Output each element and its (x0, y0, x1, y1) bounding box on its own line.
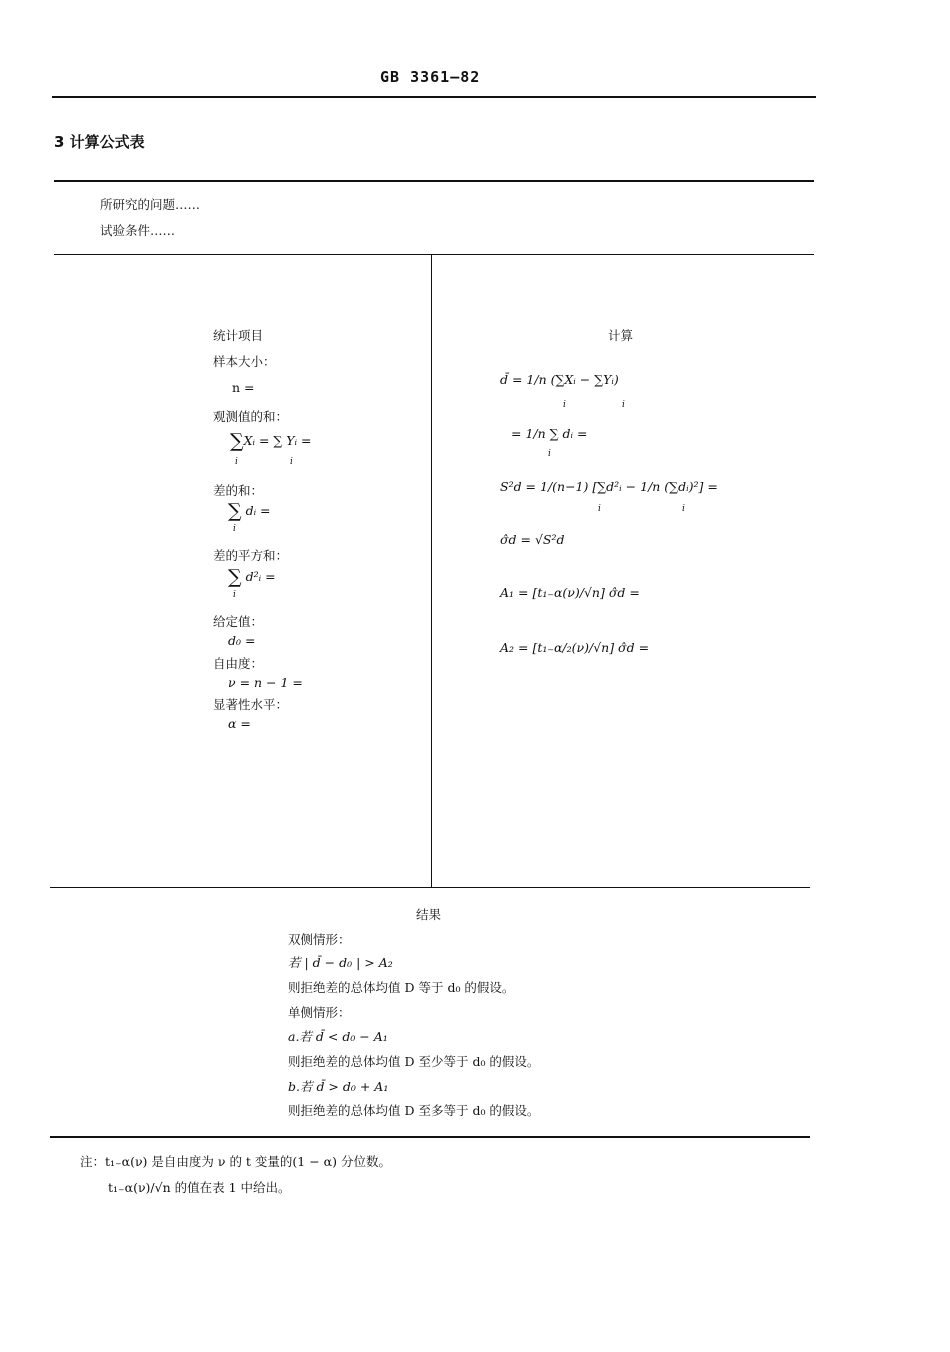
result-heading: 结果 (416, 907, 442, 922)
nu-value: ν = n − 1 = (228, 675, 303, 690)
research-question: 所研究的问题…… (100, 197, 201, 212)
calc-heading: 计算 (608, 328, 634, 343)
variance-formula: S²d = 1/(n−1) [∑d²ᵢ − 1/n (∑dᵢ)²] = (500, 479, 718, 494)
test-conditions: 试验条件…… (100, 223, 176, 238)
diff-sq-sum-label: 差的平方和： (213, 548, 289, 563)
section-title: 3 计算公式表 (54, 133, 145, 151)
index-i: i (235, 457, 238, 467)
table-header-rule (54, 254, 814, 255)
index-i: i (563, 400, 566, 410)
index-i: i (682, 504, 685, 514)
sum-x-y: ∑Xᵢ = ∑ Yᵢ = (230, 430, 312, 452)
note-1: 注：t₁₋α(ν) 是自由度为 ν 的 t 变量的(1 − α) 分位数。 (80, 1154, 391, 1169)
index-i: i (290, 457, 293, 467)
column-divider (431, 254, 432, 888)
significance-label: 显著性水平： (213, 697, 289, 712)
two-sided-condition: 若 | d̄ − d₀ | > A₂ (288, 955, 393, 970)
dbar-formula: d̄ = 1/n (∑Xᵢ − ∑Yᵢ) (500, 372, 619, 387)
alpha-value: α = (228, 716, 251, 731)
case-b-conclusion: 则拒绝差的总体均值 D 至多等于 d₀ 的假设。 (288, 1103, 540, 1118)
index-i: i (233, 524, 236, 534)
index-i: i (598, 504, 601, 514)
a1-formula: A₁ = [t₁₋α(ν)/√n] σ̂d = (500, 585, 640, 600)
case-b-condition: b.若 d̄ > d₀ + A₁ (288, 1079, 389, 1094)
dbar-formula-simplified: = 1/n ∑ dᵢ = (511, 426, 588, 441)
sample-size-label: 样本大小： (213, 354, 276, 369)
header-rule (52, 96, 816, 98)
two-sided-label: 双侧情形： (288, 932, 351, 947)
sigma-formula: σ̂d = √S²d (500, 532, 565, 547)
dof-label: 自由度： (213, 656, 264, 671)
standard-code: GB 3361—82 (380, 68, 481, 86)
n-value: n = (232, 380, 255, 395)
diff-sum-label: 差的和： (213, 483, 264, 498)
table-top-rule (54, 180, 814, 182)
table-middle-rule (50, 887, 810, 888)
given-value-label: 给定值： (213, 614, 264, 629)
note-2: t₁₋α(ν)/√n 的值在表 1 中给出。 (108, 1180, 291, 1195)
sum-d: ∑ dᵢ = (228, 500, 271, 522)
case-a-condition: a.若 d̄ < d₀ − A₁ (288, 1029, 388, 1044)
index-i: i (548, 449, 551, 459)
index-i: i (622, 400, 625, 410)
a2-formula: A₂ = [t₁₋α/₂(ν)/√n] σ̂d = (500, 640, 650, 655)
two-sided-conclusion: 则拒绝差的总体均值 D 等于 d₀ 的假设。 (288, 980, 515, 995)
obs-sum-label: 观测值的和： (213, 409, 289, 424)
table-bottom-rule (50, 1136, 810, 1138)
stat-heading: 统计项目 (213, 328, 264, 343)
d0-value: d₀ = (228, 633, 256, 648)
index-i: i (233, 590, 236, 600)
one-sided-label: 单侧情形： (288, 1005, 351, 1020)
case-a-conclusion: 则拒绝差的总体均值 D 至少等于 d₀ 的假设。 (288, 1054, 540, 1069)
sum-d-squared: ∑ d²ᵢ = (228, 566, 276, 588)
